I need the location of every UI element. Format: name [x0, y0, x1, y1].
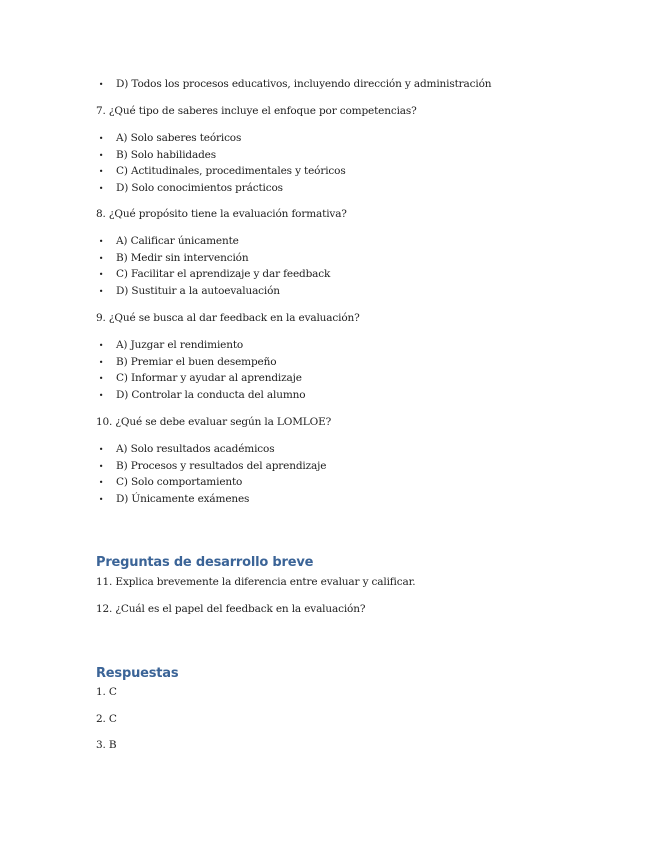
option-text: D) Sustituir a la autoevaluación	[116, 284, 280, 297]
bullet-icon: •	[98, 494, 104, 504]
bullet-icon: •	[98, 183, 104, 193]
option-text: C) Actitudinales, procedimentales y teóricos	[116, 165, 346, 178]
bullet-icon: •	[98, 390, 104, 400]
bullet-icon: •	[98, 150, 104, 160]
development-question: 11. Explica brevemente la diferencia entre evaluar y calificar.	[96, 576, 416, 588]
bullet-icon: •	[98, 253, 104, 263]
option-text: D) Controlar la conducta del alumno	[116, 388, 306, 401]
option-text: A) Solo saberes teóricos	[116, 132, 242, 144]
bullet-icon: •	[98, 374, 104, 384]
option-text: D) Únicamente exámenes	[116, 492, 250, 505]
bullet-icon: •	[98, 134, 104, 143]
question-text: 8. ¿Qué propósito tiene la evaluación formativa?	[96, 208, 347, 220]
bullet-icon: •	[98, 357, 104, 367]
bullet-icon: •	[98, 478, 104, 488]
bullet-icon: •	[98, 270, 104, 280]
section-heading-development: Preguntas de desarrollo breve	[96, 555, 314, 570]
bullet-icon: •	[98, 461, 104, 471]
bullet-icon: •	[98, 341, 104, 350]
option-text: D) Todos los procesos educativos, incluyendo dirección y administración	[116, 78, 492, 90]
answer-item: 2. C	[96, 713, 117, 725]
development-question: 12. ¿Cuál es el papel del feedback en la evaluación?	[96, 603, 366, 615]
option-text: C) Facilitar el aprendizaje y dar feedback	[116, 268, 331, 281]
answer-item: 3. B	[96, 739, 117, 751]
option-text: C) Informar y ayudar al aprendizaje	[116, 372, 302, 385]
option-text: A) Juzgar el rendimiento	[116, 339, 244, 351]
bullet-icon: •	[98, 80, 104, 89]
option-text: C) Solo comportamiento	[116, 476, 243, 489]
bullet-icon: •	[98, 445, 104, 454]
bullet-icon: •	[98, 286, 104, 296]
option-text: B) Medir sin intervención	[116, 251, 249, 264]
option-text: B) Solo habilidades	[116, 148, 216, 161]
option-text: B) Procesos y resultados del aprendizaje	[116, 459, 327, 472]
bullet-icon: •	[98, 237, 104, 246]
option-text: A) Solo resultados académicos	[116, 443, 275, 455]
option-text: B) Premiar el buen desempeño	[116, 355, 277, 368]
answer-item: 1. C	[96, 686, 117, 698]
bullet-icon: •	[98, 167, 104, 177]
question-text: 9. ¿Qué se busca al dar feedback en la evaluación?	[96, 312, 360, 324]
section-heading-answers: Respuestas	[96, 666, 179, 681]
option-text: A) Calificar únicamente	[116, 235, 239, 247]
option-text: D) Solo conocimientos prácticos	[116, 181, 283, 194]
question-text: 7. ¿Qué tipo de saberes incluye el enfoque por competencias?	[96, 105, 417, 117]
question-text: 10. ¿Qué se debe evaluar según la LOMLOE?	[96, 416, 332, 428]
